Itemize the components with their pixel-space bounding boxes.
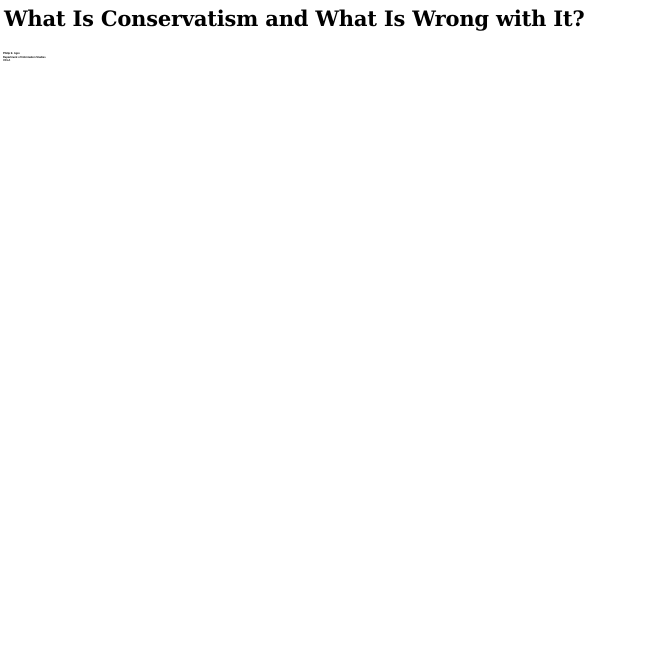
author-affiliation: Department of Information Studies [3,55,46,59]
byline [3,52,46,63]
page-title: What Is Conservatism and What Is Wrong with It? [4,6,585,31]
author-institution: UCLA [3,59,11,62]
author-name: Philip E. Agre [3,52,20,55]
